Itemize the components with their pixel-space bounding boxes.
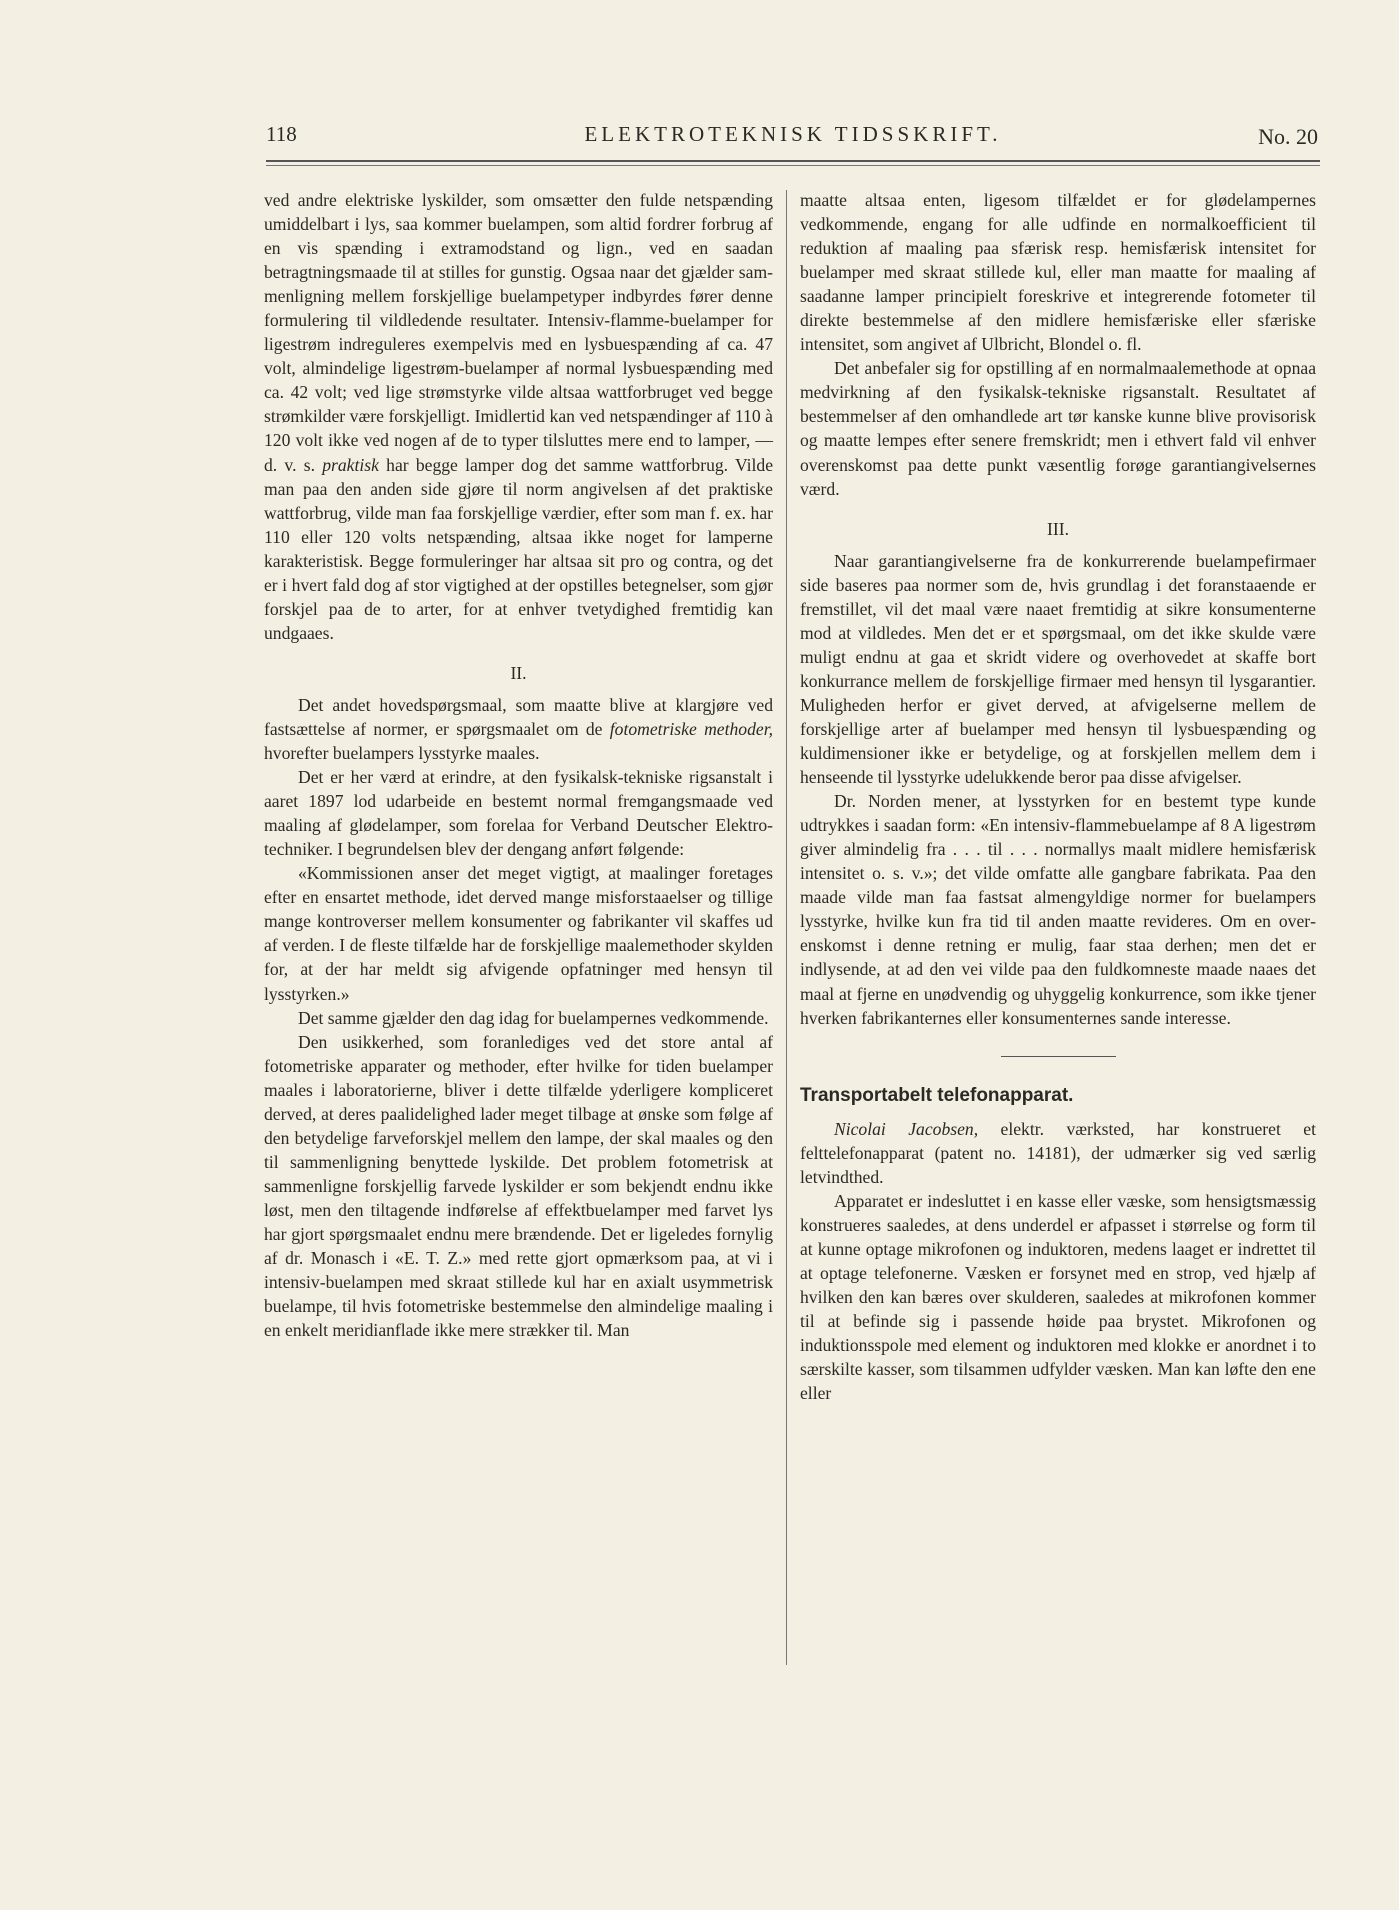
section-heading-iii: III. xyxy=(1047,518,1069,539)
journal-title: ELEKTROTEKNISK TIDSSKRIFT. xyxy=(584,122,1002,146)
paragraph: Dr. Norden mener, at lysstyrken for en bestemt type kunde udtrykkes i saadan form: «En intensiv-flammebuelampe af 8 A ligestrøm giver almindelig fra . . . til . . . normallys maalt midlere hemisfærisk intensitet o. s. v.»; det vilde omfatte alle gangbare fabrikata. Paa den maade vilde man faa fastsat almengyldige normer for buelampers lysstyrke, hvilke kun fra tid til anden maatte revideres. Om en overenskomst i denne retning er mulig, faar staa derhen; men det er indlysende, at ad den vei vilde paa den fuldkomneste maade naaes det maal at fjerne en unødvendig og uhyggelig konkurrence, som ikke tjener hverken fabrikanternes eller konsumenternes sande interesse. xyxy=(800,791,1316,1028)
issue-number: No. 20 xyxy=(1258,124,1318,149)
paragraph: Det anbefaler sig for opstilling af en normalmaalemethode at opnaa medvirkning af den fysikalsk-tekniske rigsanstalt. Resultatet af bestemmelser af den omhandlede art tør kanske kunne blive provisorisk og maatte lempes efter senere fremskridt; men i ethvert fald vil enhver overenskomst paa dette punkt væsentlig forøge garantiangivelsernes værd. xyxy=(800,358,1316,499)
paragraph: Den usikkerhed, som foranlediges ved det store antal af fotometriske apparater og methoder, efter hvilke for tiden buelamper maales i laboratorierne, bliver i dette tilfælde yderligere kompliceret derved, at deres paalidelighed lader meget tilbage at ønske som følge af den betydelige farveforskjel mellem den lampe, der skal maales og den til sammenligning benyttede lyskilde. Det problem fotometrisk at sammenligne forskjellig farvede lyskilder er som bekjendt endnu ikke løst, men den tiltagende indførelse af effektbuelamper med farvet lys har gjort spørgsmaalet endnu mere brændende. Det er ligeledes fornylig af dr. Monasch i «E. T. Z.» med rette gjort opmærksom paa, at vi i intensiv-buelampen med skraat stillede kul har en axialt usymmetrisk buelampe, til hvis fotometriske bestemmelse den almindelige maaling i en enkelt meridianflade ikke mere strækker til. Man xyxy=(264,1031,773,1341)
paragraph: Det er her værd at erindre, at den fysikalsk-tekniske rigsanstalt i aaret 1897 lod udarbeide en bestemt normal fremgangsmaade ved maaling af glødelamper, som forelaa for Verband Deutscher Elektrotechniker. I begrundelsen blev der dengang anført følgende: xyxy=(264,767,773,860)
paragraph-text: elektr. værksted, har konstrueret et felttelefonapparat (patent no. 14181), der udmærker sig ved særlig letvindthed. xyxy=(800,1118,1316,1187)
quote-paragraph: «Kommissionen anser det meget vigtigt, at maalinger foretages efter en ensartet methode, idet derved mange misforstaaelser og tillige mange kontroverser mellem konsumenter og fabrikanter vil skaffes ud af verden. I de fleste tilfælde har de forskjellige maalemethoder skylden for, at der har meldt sig afvigende opfatninger med hensyn til lysstyrken.» xyxy=(264,863,773,1004)
left-column xyxy=(264,188,773,1342)
italic-text: praktisk xyxy=(322,454,379,475)
column-divider xyxy=(786,190,787,1665)
paragraph-text: hvorefter buelampers lysstyrke maales. xyxy=(264,743,540,764)
header-rule-thin xyxy=(266,165,1320,166)
article-divider xyxy=(1001,1056,1116,1057)
article-title: Transportabelt telefonapparat. xyxy=(800,1084,1074,1106)
paragraph xyxy=(800,1117,1316,1189)
page-number: 118 xyxy=(266,122,297,146)
header-rule-thick xyxy=(266,160,1320,162)
italic-text: fotometriske methoder, xyxy=(609,718,773,739)
paragraph: Apparatet er indesluttet i en kasse eller væske, som hensigtsmæssig konstrueres saaledes, at dens underdel er afpasset i størrelse og form til at kunne optage mikrofonen og induktoren, medens laaget er indrettet til at optage telefonerne. Væsken er forsynet med en strop, ved hjælp af hvilken den kan bæres over skulderen, saaledes at mikrofonen kommer til at befinde sig i passende høide paa brystet. Mikrofonen og induktionsspole med element og induktoren med klokke er anordnet i to særskilte kasser, som tilsammen udfylder væsken. Man kan løfte den ene eller xyxy=(800,1190,1316,1404)
paragraph-text: har begge lamper dog det samme wattforbrug. Vilde man paa den anden side gjøre til norm angivelsen af det praktiske wattforbrug, vilde man faa forskjellige værdier, efter som man f. ex. har 110 eller 120 volts netspænding, altsaa ikke noget for lamperne karakteristisk. Begge formuleringer har altsaa sit pro og contra, og det er i hvert fald dog af stor vigtighed at der opstilles betegnelser, som gjør forskjel paa de to arter, for at enhver tvetydighed fremtidig kan undgaaes. xyxy=(264,454,774,643)
section-heading-ii: II. xyxy=(510,662,527,683)
paragraph-text: ved andre elektriske lyskilder, som omsætter den fulde netspænding umiddelbart i lys, saa kommer buelampen, som altid fordrer forbrug af en vis spænding i extramodstand og lign., ved en saadan betragtningsmaade til at stilles for gunstig. Ogsaa naar det gjælder sammenligning mellem forskjellige buelampetyper indbyrdes fører denne formulering til vildledende resultater. Intensiv-flamme-buelamper for ligestrøm indreguleres exempelvis med en lysbuespænding af ca. 47 volt, almindelige ligestrøm-buelamper af normal lysbuespænding med ca. 42 volt; ved lige strømstyrke vilde altsaa wattforbruget ved begge strømkilder være forskjelligt. Imidlertid kan ved netspændinger af 110 à 120 volt ikke ved nogen af de to typer tilsluttes mere end to lamper, — d. v. s. xyxy=(264,190,773,475)
paragraph: Det samme gjælder den dag idag for buelampernes vedkommende. xyxy=(298,1007,769,1028)
italic-text: Nicolai Jacobsen, xyxy=(834,1118,979,1139)
paragraph: Naar garantiangivelserne fra de konkurrerende buelampefirmaer side baseres paa normer som de, hvis grundlag i det foranstaaende er fremstillet, vil det maal være naaet fremtidig at sikre konsumenterne mod at vildledes. Men det er et spørgsmaal, om det ikke skulde være muligt endnu at gaa et skridt videre og overhovedet at skaffe bort konkurrance mellem de forskjellige firmaer med hensyn til lysgarantier. Muligheden herfor er givet derved, at afvigelserne mellem de forskjellige arter af buelamper med hensyn til lysbuespænding og kuldimensioner ikke er betydelige, og at forskjellen mellem dem i henseende til lysstyrke udelukkende beror paa disse afvigelser. xyxy=(800,550,1316,788)
right-column xyxy=(800,188,1316,1405)
page-header xyxy=(266,118,1320,152)
paragraph: maatte altsaa enten, ligesom tilfældet er for glødelampernes vedkommende, engang for alle udfinde en normalkoefficient til reduktion af maaling paa sfærisk resp. hemisfærisk intensitet for buelamper med skraat stillede kul, eller man maatte for maaling af saadanne lamper principielt foreskrive et integrerende fotometer til direkte bestemmelse af den midlere hemisfæriske eller sfæriske intensitet, som angivet af Ulbricht, Blondel o. fl. xyxy=(800,190,1316,355)
paragraph-text: Det andet hovedspørgsmaal, som maatte blive at klargjøre ved fastsættelse af normer, er spørgsmaalet om de xyxy=(264,694,773,739)
paragraph xyxy=(264,188,773,645)
paragraph xyxy=(264,693,773,765)
